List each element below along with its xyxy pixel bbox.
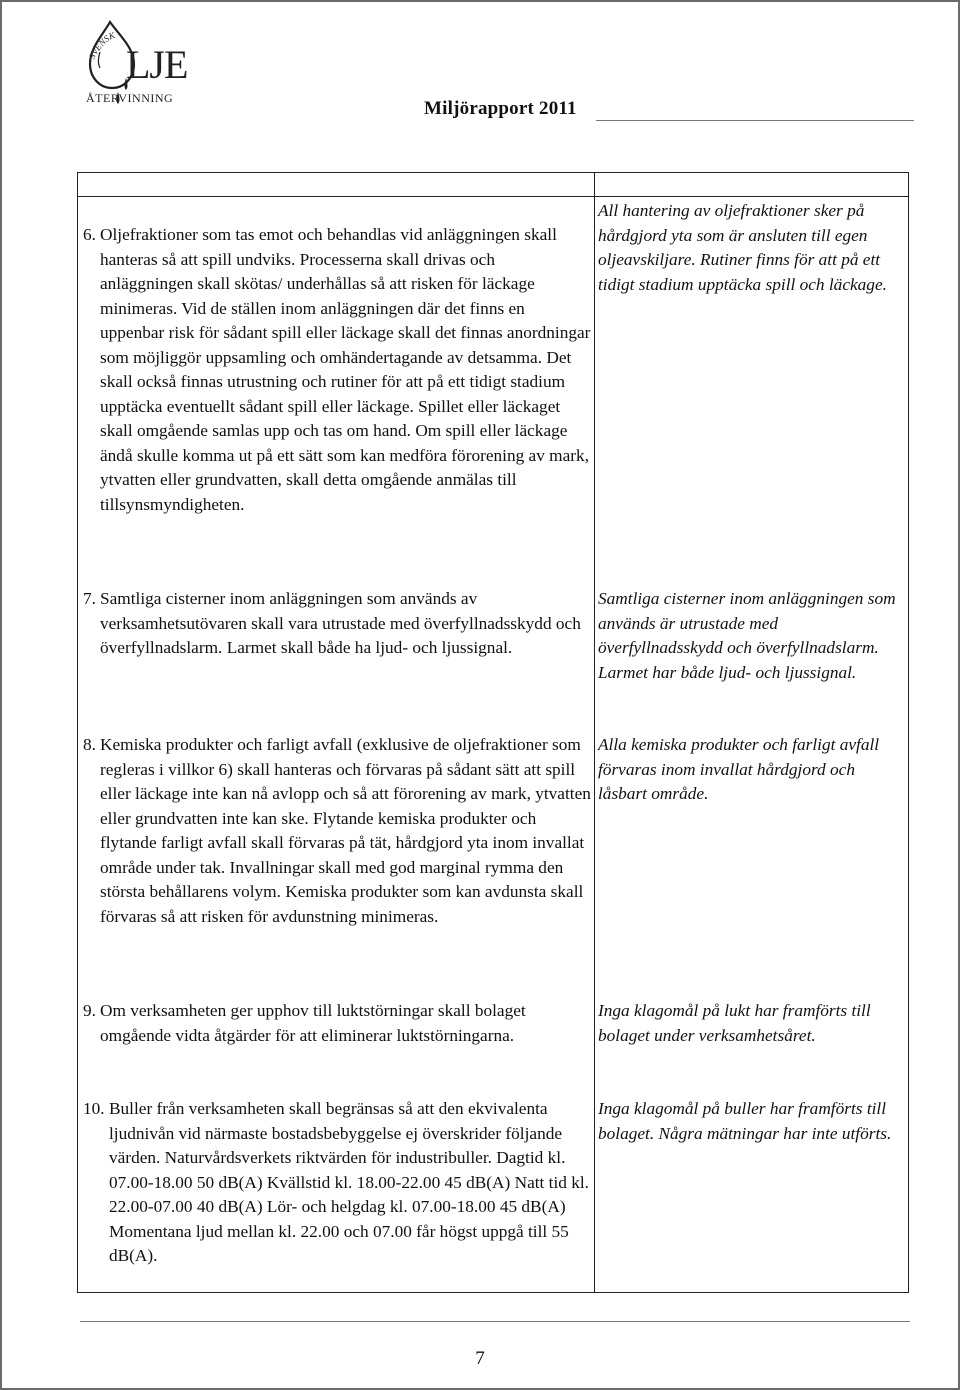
requirement-text: Kemiska produkter och farligt avfall (exklusive de oljefraktioner som regleras i villkor 6) skall hanteras och förvaras på sådant sätt att spill eller läckage inte kan nå avlopp och så att förorening av mark, ytvatten eller grundvatten inte kan ske. Flytande kemiska produkter och flytande farligt avfall skall förvaras på tät, hårdgjord yta inom invallat område under tak. Invallningar skall med god marginal rymma den största behållarens volym. Kemiska produkter som kan avdunsta skall förvaras så att risken för avdunstning minimeras. [100, 735, 591, 926]
svg-text:SVENSK: SVENSK [86, 30, 117, 61]
requirement-6 [83, 223, 591, 517]
requirement-number: 10. [83, 1099, 105, 1118]
requirement-8 [83, 733, 591, 929]
report-title: Miljörapport 2011 [424, 98, 577, 119]
requirement-text: Oljefraktioner som tas emot och behandlas vid anläggningen skall hanteras så att spill undviks. Processerna skall drivas och anläggningen skall skötas/ underhållas så att risken för läckage minimeras. Vid de ställen inom anläggningen där det finns en uppenbar risk för sådant spill eller läckage skall det finnas anordningar som möjliggör uppsamling och omhändertagande av detsamma. Det skall också finnas utrustning och rutiner för att på ett tidigt stadium upptäcka eventuellt sådant spill eller läckage. Spillet eller läckaget skall omgående samlas upp och tas om hand. Om spill eller läckage ändå skulle komma ut på ett sätt som kan medföra förorening av mark, ytvatten eller grundvatten, skall detta omgående anmälas till tillsynsmyndigheten. [100, 225, 591, 514]
page-number: 7 [475, 1348, 485, 1369]
requirement-text: Buller från verksamheten skall begränsas så att den ekvivalenta ljudnivån vid närmaste bostadsbebyggelse ej överskrider följande värden. Naturvårdsverkets riktvärden för industribuller. Dagtid kl. 07.00-18.00 50 dB(A) Kvällstid kl. 18.00-22.00 45 dB(A) Natt tid kl. 22.00-07.00 40 dB(A) Lör- och helgdag kl. 07.00-18.00 45 dB(A) Momentana ljud mellan kl. 22.00 och 07.00 får högst uppgå till 55 dB(A). [109, 1099, 590, 1265]
requirement-9 [83, 999, 591, 1048]
requirement-text: Om verksamheten ger upphov till luktstörningar skall bolaget omgående vidta åtgärder för att eliminerar luktstörningarna. [100, 1001, 526, 1045]
requirement-7 [83, 587, 591, 661]
table-header-row-rule [77, 196, 909, 197]
svg-text:LJE: LJE [126, 42, 188, 87]
svg-text:ÅTERVINNING: ÅTERVINNING [86, 91, 174, 105]
requirement-number: 7. [83, 589, 96, 608]
response-8: Alla kemiska produkter och farligt avfall förvaras inom invallat hårdgjord och låsbart område. [598, 735, 880, 803]
footer-rule [80, 1321, 910, 1322]
requirement-10 [83, 1097, 591, 1269]
response-7: Samtliga cisterner inom anläggningen som används är utrustade med överfyllnadsskydd och överfyllnadslarm. Larmet har både ljud- och ljussignal. [598, 589, 896, 682]
header-rule [596, 120, 914, 121]
response-9: Inga klagomål på lukt har framförts till bolaget under verksamhetsåret. [598, 1001, 871, 1045]
requirement-number: 9. [83, 1001, 96, 1020]
requirement-number: 6. [83, 225, 96, 244]
response-6: All hantering av oljefraktioner sker på hårdgjord yta som är ansluten till egen oljeavskiljare. Rutiner finns för att på ett tidigt stadium upptäcka spill och läckage. [598, 201, 887, 294]
svensk-oljeatervinning-logo [80, 14, 190, 114]
column-divider [594, 172, 595, 1293]
requirement-number: 8. [83, 735, 96, 754]
requirement-text: Samtliga cisterner inom anläggningen som används av verksamhetsutövaren skall vara utrustade med överfyllnadsskydd och överfyllnadslarm. Larmet skall både ha ljud- och ljussignal. [100, 589, 581, 657]
response-10: Inga klagomål på buller har framförts till bolaget. Några mätningar har inte utförts. [598, 1099, 892, 1143]
